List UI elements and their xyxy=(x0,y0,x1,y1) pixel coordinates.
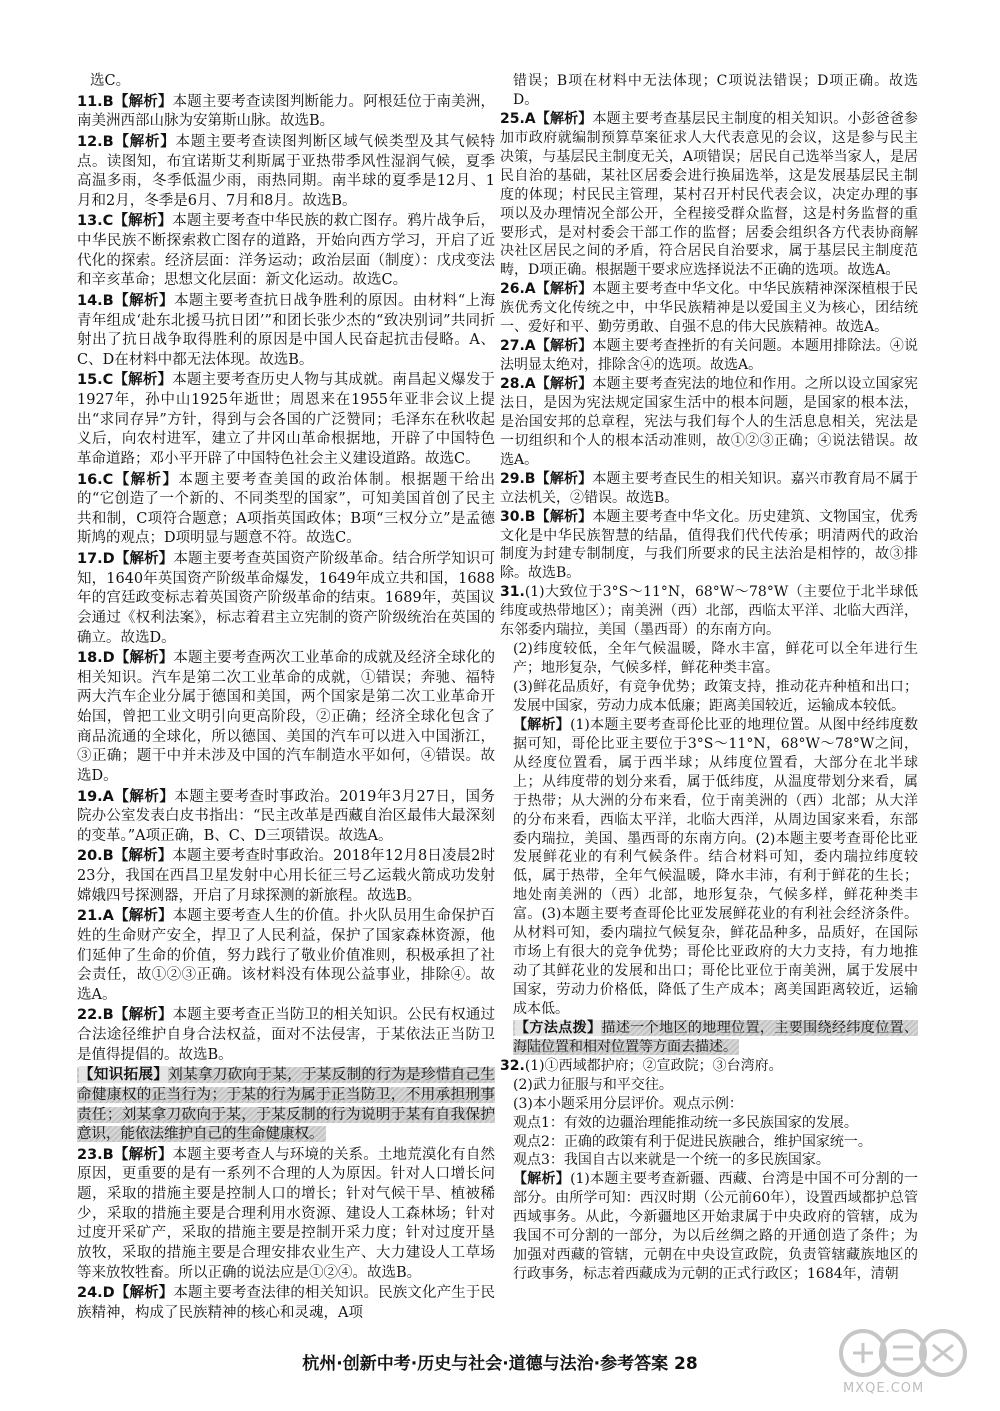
answer-text: (3)本小题采用分层评价。观点示例： xyxy=(513,1095,743,1112)
question-number: 23.B xyxy=(77,1146,114,1163)
section-tag: 【解析】 xyxy=(535,281,593,298)
answer-text: 观点3：我国自古以来就是一个统一的多民族国家。 xyxy=(513,1152,830,1169)
section-tag: 【知识拓展】 xyxy=(79,1066,169,1084)
question-number: 12.B xyxy=(77,133,114,150)
question-number: 30.B xyxy=(500,508,536,525)
answer-text: (1)大致位于3°S～11°N，68°W～78°W（主要位于北半球低纬度或热带地区）；南美洲（西）北部，西临太平洋、北临大西洋，东邻委内瑞拉，美国（墨西哥）的东南方向。 xyxy=(500,584,918,639)
section-tag: 【解析】 xyxy=(535,376,593,392)
answer-entry xyxy=(77,1005,495,1065)
section-tag: 【解析】 xyxy=(113,907,173,925)
answer-entry xyxy=(77,92,495,132)
page-footer: 杭州·创新中考·历史与社会·道德与法治·参考答案 28 xyxy=(302,1354,698,1374)
question-number: 16.C xyxy=(77,471,114,488)
section-tag: 【解析】 xyxy=(535,110,593,127)
answer-text: 本题主要考查读图判断区域气候类型及其气候特点。读图知，布宜诺斯艾利斯属于亚热带季风性湿润气候，夏季高温多雨，冬季低温少雨，雨热同期。南半球的夏季是12月、1月和2月，冬季是6月、7月和8月。故选B。 xyxy=(77,133,495,209)
answer-entry xyxy=(77,906,495,1005)
section-tag: 【解析】 xyxy=(113,212,173,230)
answer-text: 本题主要考查美国的政治体制。根据题干给出的“它创造了一个新的、不同类型的国家”，可知美国首创了民主共和制，C项符合题意；A项指英国政体；B项“三权分立”是孟德斯鸠的观点；D项明显与题意不符。故选C。 xyxy=(77,471,495,547)
section-tag: 【解析】 xyxy=(114,649,174,667)
section-tag: 【解析】 xyxy=(113,291,174,309)
answer-text: 观点1：有效的边疆治理能推动统一多民族国家的发展。 xyxy=(513,1114,858,1131)
answer-text: 本题主要考查基层民主制度的相关知识。小彭爸爸参加市政府就编制预算草案征求人大代表意见的会议，这是参与民主决策，与基层民主制度无关，A项错误；居民自己选举当家人，是居民自治的基础，某社区居委会进行换届选举，这是发展基层民主制度的体现；村民民主管理，某村召开村民代表会议，决定办理的事项以及办理情况全部公开，全程接受群众监督，这是村务监督的重要形式，是对村委会干部工作的监督；居委会组织各方代表协商解决社区居民之间的矛盾，符合居民自治要求，属于基层民主制度范畴，D项正确。根据题干要求应选择说法不正确的选项。故选A。 xyxy=(500,110,919,279)
answer-text: 本题主要考查读图判断能力。阿根廷位于南美洲，南美洲西部山脉为安第斯山脉。故选B。 xyxy=(77,93,496,130)
answer-text: (1)本题主要考查哥伦比亚的地理位置。从图中经纬度数据可知，哥伦比亚主要位于3°S～11°N，68°W～78°W之间，从经度位置看，属于西半球；从纬度位置看，大部分在北半球上；从纬度带的划分来看，属于低纬度，从温度带划分来看，属于热带；从大洲的分布来看，位于南美洲的（西）北部；从大洋的分布来看，西临太平洋，北临大西洋，从周边国家来看，东部委内瑞拉，美国、墨西哥的东南方向。(2)本题主要考查哥伦比亚发展鲜花业的有利气候条件。结合材料可知，委内瑞拉纬度较低，属于热带，全年气候温暖，降水丰沛，有利于鲜花的生长；地处南美洲的（西）北部，地形复杂，气候多样，鲜花种类丰富。(3)本题主要考查哥伦比亚发展鲜花业的有利社会经济条件。从材料可知，委内瑞拉气候复杂，鲜花品种多，品质好，在国际市场上有很大的竞争优势；哥伦比亚政府的大力支持，有力地推动了其鲜花业的发展和出口；哥伦比亚位于南美洲，属于发展中国家，劳动力价格低，降低了生产成本；离美国距离较近，运输成本低。 xyxy=(513,716,918,1017)
highlight-box xyxy=(77,1067,495,1142)
answer-entry xyxy=(77,291,495,371)
section-tag: 【解析】 xyxy=(113,1145,173,1163)
answer-entry xyxy=(77,1283,495,1323)
answer-paragraph xyxy=(500,1095,918,1114)
question-number: 31. xyxy=(500,584,525,601)
question-number: 32. xyxy=(500,1057,525,1074)
answer-paragraph xyxy=(500,1076,918,1095)
answer-text: 本题主要考查正当防卫的相关知识。公民有权通过合法途径维护自身合法权益，面对不法侵害，于某依法正当防卫是值得提倡的。故选B。 xyxy=(77,1007,496,1063)
answer-text: 选C。 xyxy=(90,73,131,89)
answer-paragraph xyxy=(500,678,918,716)
question-number: 19.A xyxy=(77,788,114,805)
question-number: 24.D xyxy=(77,1285,115,1302)
answer-entry xyxy=(77,648,495,786)
answer-paragraph xyxy=(500,1170,918,1284)
question-number: 21.A xyxy=(77,908,114,925)
answer-text: 本题主要考查抗日战争胜利的原因。由材料“上海青年组成‘赴东北援马抗日团’”和团长张少杰的“致决别词”共同折射出了抗日战争取得胜利的原因是中国人民奋起抗击侵略。A、C、D在材料中都无法体现。故选B。 xyxy=(77,292,495,368)
section-tag: 【解析】 xyxy=(535,470,593,487)
answer-entry xyxy=(500,110,918,280)
answer-text: 本题主要考查时事政治。2018年12月8日凌晨2时23分，我国在西昌卫星发射中心用长征三号乙运载火箭成功发射嫦娥四号探测器，开启了月球探测的新旅程。故选B。 xyxy=(77,848,495,904)
left-column xyxy=(77,72,495,1323)
answer-text: (3)鲜花品质好，有竞争优势；政策支持，推动花卉种植和出口；发展中国家，劳动力成本低廉；距离美国较近，运输成本较低。 xyxy=(513,679,918,714)
answer-text: 本题主要考查挫折的有关问题。本题用排除法。④说法明显太绝对，排除含④的选项。故选A。 xyxy=(500,338,919,374)
stamp-logo-icon xyxy=(835,1325,985,1385)
answer-entry xyxy=(77,787,495,847)
section-tag: 【解析】 xyxy=(114,550,174,567)
answer-entry xyxy=(77,549,495,648)
answer-text: 本题主要考查法律的相关知识。民族文化产生于民族精神，构成了民族精神的核心和灵魂，A项 xyxy=(77,1285,496,1321)
highlight-box xyxy=(513,1020,918,1055)
question-number: 18.D xyxy=(77,650,115,667)
section-tag: 【解析】 xyxy=(114,1284,174,1302)
answer-text: 本题主要考查宪法的地位和作用。之所以设立国家宪法日，是因为宪法规定国家生活中的根本问题，是国家的根本法，是治国安邦的总章程，宪法与我们每个人的生活息息相关，宪法是一切组织和个人的根本活动准则，故①②③正确；④说法错误。故选A。 xyxy=(500,376,919,468)
section-tag: 【解析】 xyxy=(113,470,179,488)
answer-entry xyxy=(500,583,918,640)
section-tag: 【解析】 xyxy=(513,716,571,733)
section-tag: 【解析】 xyxy=(535,508,593,525)
answer-text: 本题主要考查中华文化。历史建筑、文物国宝，优秀文化是中华民族智慧的结晶，值得我们代代传承；明清两代的政治制度为封建专制制度，与我们所要求的民主法治是相悖的，故③排除。故选B。 xyxy=(500,508,919,582)
answer-entry xyxy=(77,846,495,906)
section-tag: 【解析】 xyxy=(513,1171,571,1188)
question-number: 20.B xyxy=(77,848,114,865)
section-tag: 【解析】 xyxy=(113,132,176,150)
section-tag: 【解析】 xyxy=(113,787,175,805)
question-number: 25.A xyxy=(500,110,536,127)
answer-paragraph xyxy=(500,716,918,1019)
answer-paragraph xyxy=(500,72,918,110)
question-number: 26.A xyxy=(500,281,536,298)
answer-paragraph xyxy=(500,1133,918,1152)
answer-entry xyxy=(77,470,495,550)
question-number: 17.D xyxy=(77,551,115,567)
answer-text: 本题主要考查人生的价值。扑火队员用生命保护百姓的生命财产安全，捍卫了人民利益，保护了国家森林资源，他们延伸了生命的价值，努力践行了敬业价值准则，积极承担了社会责任，故①②③正确。该材料没有体现公益事业，排除④。故选A。 xyxy=(77,908,496,1003)
answer-entry xyxy=(500,470,918,508)
watermark-logo xyxy=(835,1325,985,1405)
answer-text: 本题主要考查中华民族的救亡图存。鸦片战争后，中华民族不断探索救亡图存的道路，开始向西方学习，开启了近代化的探索。经济层面：洋务运动；政治层面（制度）：戊戌变法和辛亥革命；思想文化层面：新文化运动。故选C。 xyxy=(77,213,496,289)
answer-text: 刘某拿刀砍向于某，于某反制的行为是珍惜自己生命健康权的正当行为；于某的行为属于正当防卫，不用承担刑事责任；刘某拿刀砍向于某，于某反制的行为说明于某有自我保护意识，能依法维护自己的生命健康权。 xyxy=(77,1067,496,1143)
answer-entry xyxy=(500,1057,918,1076)
answer-entry xyxy=(77,211,495,291)
watermark-text: MXQE.COM xyxy=(843,1381,925,1396)
right-column xyxy=(500,72,918,1284)
answer-text: 本题主要考查英国资产阶级革命。结合所学知识可知，1640年英国资产阶级革命爆发，1649年成立共和国，1688年的宫廷政变标志着英国资产阶级革命的结束。1689年，英国议会通过《权利法案》，标志着君主立宪制的资产阶级统治在英国的确立。故选D。 xyxy=(77,551,496,646)
answer-text: (2)武力征服与和平交往。 xyxy=(513,1076,673,1093)
section-tag: 【解析】 xyxy=(113,92,173,110)
answer-entry xyxy=(500,280,918,337)
answer-entry xyxy=(500,337,918,375)
answer-text: 本题主要考查中华文化。中华民族精神深深植根于民族优秀文化传统之中，中华民族精神是以爱国主义为核心，团结统一、爱好和平、勤劳勇敢、自强不息的伟大民族精神。故选A。 xyxy=(500,281,919,336)
question-number: 13.C xyxy=(77,213,114,230)
question-number: 22.B xyxy=(77,1007,114,1024)
answer-paragraph xyxy=(500,640,918,678)
answer-entry xyxy=(77,132,495,212)
section-tag: 【方法点拨】 xyxy=(515,1019,602,1036)
answer-text: (1)本题主要考查新疆、西藏、台湾是中国不可分割的一部分。由所学可知：西汉时期（公元前60年），设置西域都护总管西域事务。从此，今新疆地区开始隶属于中央政府的管辖，成为我国不可分割的一部分，为以后丝绸之路的开通创造了条件；为加强对西藏的管辖，元朝在中央设宣政院，负责管辖藏族地区的行政事务，标志着西藏成为元朝的正式行政区；1684年，清朝 xyxy=(513,1171,918,1283)
answer-paragraph xyxy=(500,1019,918,1057)
answer-text: 错误；B项在材料中无法体现；C项说法错误；D项正确。故选D。 xyxy=(513,73,918,108)
answer-entry xyxy=(77,1145,495,1283)
answer-text: 本题主要考查历史人物与其成就。南昌起义爆发于1927年，孙中山1925年逝世；周恩来在1955年亚非会议上提出“求同存异”方针，得到与会各国的广泛赞同；毛泽东在秋收起义后，向农村进军，建立了井冈山革命根据地，开辟了中国特色革命道路；邓小平开辟了中国特色社会主义建设道路。故选C。 xyxy=(77,372,496,467)
question-number: 29.B xyxy=(500,470,536,487)
answer-entry xyxy=(500,375,918,470)
answer-text: 描述一个地区的地理位置，主要围绕经纬度位置、海陆位置和相对位置等方面去描述。 xyxy=(513,1019,919,1055)
answer-paragraph xyxy=(500,1151,918,1170)
answer-text: (2)纬度较低，全年气候温暖，降水丰富，鲜花可以全年进行生产；地形复杂，气候多样，鲜花种类丰富。 xyxy=(513,641,918,677)
answer-entry xyxy=(500,508,918,584)
question-number: 15.C xyxy=(77,372,114,389)
question-number: 28.A xyxy=(500,376,536,392)
question-number: 14.B xyxy=(77,292,114,309)
answer-paragraph xyxy=(77,1065,495,1145)
question-number: 11.B xyxy=(77,93,114,110)
section-tag: 【解析】 xyxy=(113,847,173,865)
answer-text: 本题主要考查民生的相关知识。嘉兴市教育局不属于立法机关，②错误。故选B。 xyxy=(500,470,919,506)
answer-paragraph xyxy=(77,72,495,92)
question-number: 27.A xyxy=(500,338,536,355)
answer-text: 观点2：正确的政策有利于促进民族融合，维护国家统一。 xyxy=(513,1133,872,1150)
answer-text: (1)①西域都护府；②宣政院；③台湾府。 xyxy=(524,1057,783,1074)
answer-entry xyxy=(77,370,495,469)
section-tag: 【解析】 xyxy=(113,1006,173,1024)
section-tag: 【解析】 xyxy=(535,338,593,355)
section-tag: 【解析】 xyxy=(113,371,173,389)
answer-text: 本题主要考查时事政治。2019年3月27日，国务院办公室发表白皮书指出：“民主改革是西藏自治区最伟大最深刻的变革。”A项正确，B、C、D三项错误。故选A。 xyxy=(77,788,495,844)
answer-text: 本题主要考查两次工业革命的成就及经济全球化的相关知识。汽车是第二次工业革命的成就，①错误；奔驰、福特两大汽车企业分属于德国和美国，两个国家是第二次工业革命开始国，曾把工业文明引向更高阶段，②正确；经济全球化包含了商品流通的全球化，所以德国、美国的汽车可以进入中国浙江，③正确；题干中并未涉及中国的汽车制造水平如何，④错误。故选D。 xyxy=(77,650,496,784)
answer-text: 本题主要考查人与环境的关系。土地荒漠化有自然原因，更重要的是有一系列不合理的人为原因。针对人口增长问题，采取的措施主要是控制人口的增长；针对气候干旱、植被稀少，采取的措施主要是合理利用水资源、建设人工森林场；针对过度开采矿产，采取的措施主要是控制开采力度；针对过度开垦放牧，采取的措施主要是合理安排农业生产、大力建设人工草场等来放牧牲畜。所以正确的说法应是①②④。故选B。 xyxy=(77,1146,496,1281)
answer-paragraph xyxy=(500,1114,918,1133)
